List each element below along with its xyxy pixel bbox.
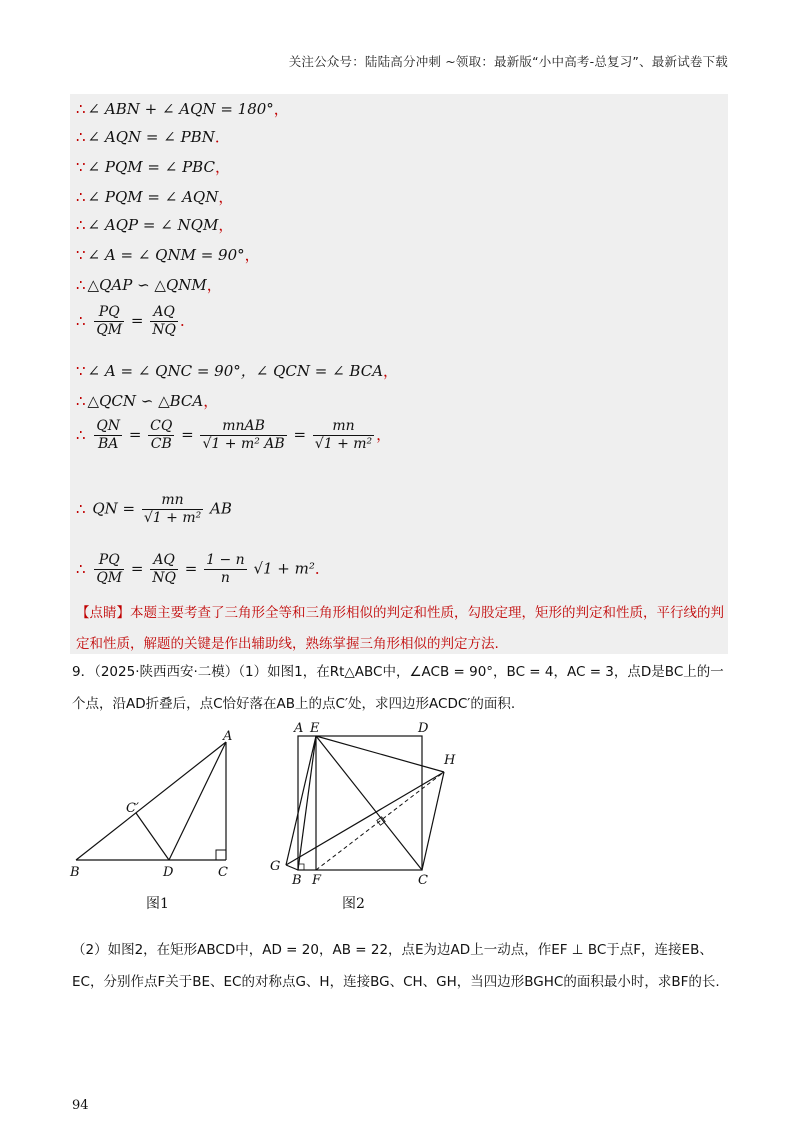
solution-line xyxy=(76,156,230,177)
page-number: 94 xyxy=(72,1098,89,1113)
line-EH xyxy=(316,736,444,772)
logic-symbol: ∴ xyxy=(76,216,86,234)
solution-line xyxy=(76,274,222,295)
punctuation: ， xyxy=(218,188,234,206)
label-G: G xyxy=(270,859,281,874)
line-AB xyxy=(76,742,226,860)
label-H: H xyxy=(444,753,456,768)
punctuation: ， xyxy=(206,276,222,294)
label-A: A xyxy=(223,730,233,744)
line-HC xyxy=(422,772,444,870)
logic-symbol: ∴ xyxy=(76,392,86,410)
rectangle-ABCD xyxy=(298,736,422,870)
solution-block xyxy=(70,94,728,654)
label-F: F xyxy=(312,873,322,888)
logic-symbol: ∵ xyxy=(76,362,86,380)
punctuation: ， xyxy=(218,216,234,234)
line-GB xyxy=(286,865,298,870)
solution-line xyxy=(76,126,230,147)
label-B: B xyxy=(70,865,80,880)
solution-line xyxy=(76,214,233,235)
fraction-line-1: ∴ $\frac{PQ}{QM}$ = $\frac{AQ}{NQ}$ ． xyxy=(76,304,195,338)
problem-part-2: （2）如图2，在矩形ABCD中，AD = 20，AB = 22，点E为边AD上一动点，作EF ⊥ BC于点F，连接EB、EC，分别作点F关于BE、EC的对称点G、H，连接BG、CH、GH，当四边形BGHC的面积最小时，求BF的长. xyxy=(72,942,720,990)
label-D: D xyxy=(418,721,429,736)
logic-symbol: ∴ xyxy=(76,276,86,294)
solution-line xyxy=(76,186,233,207)
label-Cprime: C′ xyxy=(126,801,139,816)
punctuation: ， xyxy=(273,100,289,118)
figure-2-caption: 图2 xyxy=(342,896,365,912)
fraction-line-3: ∴ QN = $\frac{mn}{\text{√1 + m²}}$ AB xyxy=(76,492,232,526)
fraction-line-4: ∴ $\frac{PQ}{QM}$ = $\frac{AQ}{NQ}$ = $\frac{1 - n}{n}$ √1 + m²． xyxy=(76,552,330,586)
logic-symbol: ∴ xyxy=(76,100,86,118)
right-angle-mark xyxy=(216,850,226,860)
expression: ∠ AQP = ∠ NQM xyxy=(87,216,219,234)
logic-symbol: ∵ xyxy=(76,246,86,264)
solution-line xyxy=(76,244,260,265)
key-point-note: 【点睛】本题主要考查了三角形全等和三角形相似的判定和性质，勾股定理，矩形的判定和性质，平行线的判定和性质，解题的关键是作出辅助线，熟练掌握三角形相似的判定方法. xyxy=(76,605,724,652)
label-E: E xyxy=(310,721,320,736)
logic-symbol: ∵ xyxy=(76,158,86,176)
label-C: C xyxy=(418,873,428,888)
figure-1-caption: 图1 xyxy=(146,896,169,912)
expression: △QAP ∽ △QNM xyxy=(87,276,207,294)
punctuation: ， xyxy=(383,362,399,380)
solution-line xyxy=(76,360,398,381)
punctuation: ， xyxy=(214,158,230,176)
solution-line xyxy=(76,98,289,119)
label-C: C xyxy=(218,865,228,880)
expression: ∠ PQM = ∠ AQN xyxy=(87,188,219,206)
page-header: 关注公众号：陆陆高分冲刺 ~领取：最新版“小中高考-总复习”、最新试卷下载 xyxy=(288,54,728,69)
figure-1-diagram xyxy=(66,730,246,880)
logic-symbol: ∴ xyxy=(76,128,86,146)
problem-part-1: 9．（2025·陕西西安·二模）（1）如图1，在Rt△ABC中，∠ACB = 90°，BC = 4，AC = 3，点D是BC上的一个点，沿AD折叠后，点C恰好落在AB上的点C′处，求四边形ACDC′的面积. xyxy=(72,664,724,712)
expression: ∠ PQM = ∠ PBC xyxy=(87,158,215,176)
punctuation: ． xyxy=(214,128,230,146)
expression: ∠ AQN = ∠ PBN xyxy=(87,128,215,146)
line-CpD xyxy=(136,813,169,860)
fraction-line-2: ∴ $\frac{QN}{BA}$ = $\frac{CQ}{CB}$ = $\frac{\text{mnAB}}{\text{√1 + m² AB}}$ = $\frac{mn}{\text{√1 + m²}}$ ， xyxy=(76,418,392,452)
expression: ∠ A = ∠ QNC = 90°，∠ QCN = ∠ BCA xyxy=(87,362,384,380)
line-EC xyxy=(316,736,422,870)
logic-symbol: ∴ xyxy=(76,188,86,206)
expression: ∠ A = ∠ QNM = 90° xyxy=(87,246,245,264)
expression: △QCN ∽ △BCA xyxy=(87,392,204,410)
figure-2-diagram xyxy=(266,718,466,890)
solution-line xyxy=(76,390,218,411)
label-A: A xyxy=(294,721,304,736)
line-AD xyxy=(169,742,226,860)
label-D: D xyxy=(163,865,174,880)
punctuation: ， xyxy=(203,392,219,410)
punctuation: ， xyxy=(244,246,260,264)
label-B: B xyxy=(292,873,302,888)
expression: ∠ ABN + ∠ AQN = 180° xyxy=(87,100,274,118)
